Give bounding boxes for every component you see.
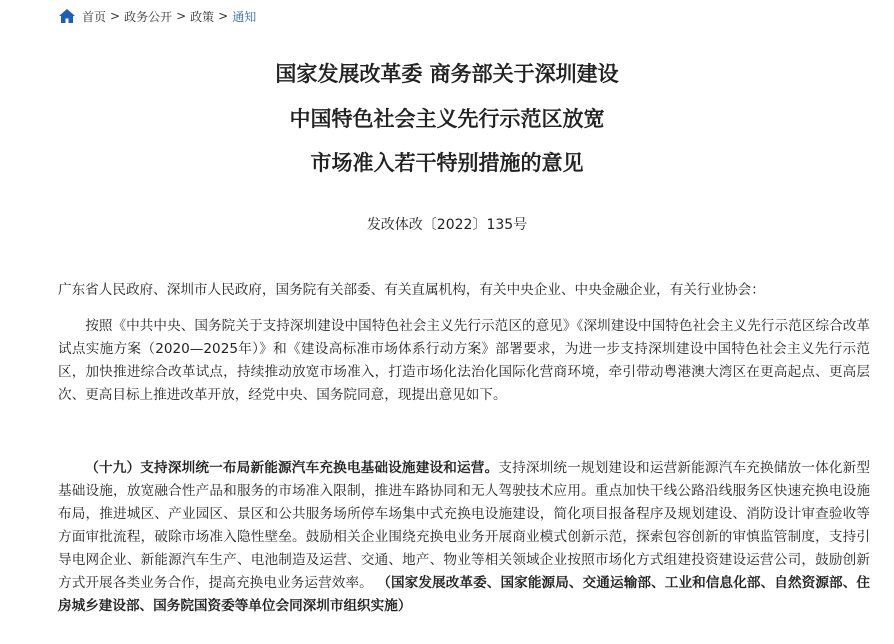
document-title-line-3: 市场准入若干特别措施的意见 bbox=[310, 151, 584, 175]
breadcrumb-separator: > bbox=[218, 9, 229, 23]
document-title-line-1: 国家发展改革委 商务部关于深圳建设 bbox=[275, 62, 619, 86]
breadcrumb bbox=[58, 6, 256, 26]
breadcrumb-current-link[interactable]: 通知 bbox=[232, 9, 257, 24]
breadcrumb-level2-link[interactable]: 政策 bbox=[190, 9, 215, 24]
home-icon[interactable] bbox=[58, 8, 76, 24]
breadcrumb-separator: > bbox=[176, 9, 187, 23]
section-19-responsible: （国家发展改革委、国家能源局、交通运输部、工业和信息化部、自然资源部、住房城乡建设部、国务院国资委等单位会同深圳市组织实施） bbox=[58, 575, 870, 614]
document-number: 发改体改〔2022〕135号 bbox=[366, 217, 528, 233]
breadcrumb-level1-link[interactable]: 政务公开 bbox=[124, 9, 173, 24]
document-title-line-2: 中国特色社会主义先行示范区放宽 bbox=[289, 107, 605, 131]
recipients-paragraph: 广东省人民政府、深圳市人民政府，国务院有关部委、有关直属机构，有关中央企业、中央金融企业，有关行业协会： bbox=[58, 282, 765, 298]
section-19-body: 支持深圳统一规划建设和运营新能源汽车充换储放一体化新型基础设施，放宽融合性产品和服务的市场准入限制，推进车路协同和无人驾驶技术应用。重点加快干线公路沿线服务区快速充换电设施布局，推进城区、产业园区、景区和公共服务场所停车场集中式充换电设施建设，简化项目报备程序及规划建设、消防设计审查验收等方面审批流程，破除市场准入隐性壁垒。鼓励相关企业围绕充换电业务开展商业模式创新示范，探索包容创新的审慎监管制度，支持引导电网企业、新能源汽车生产、电池制造及运营、交通、地产、物业等相关领域企业按照市场化方式组建投资建设运营公司，鼓励创新方式开展各类业务合作，提高充换电业务运营效率。 bbox=[58, 460, 871, 591]
intro-paragraph: 按照《中共中央、国务院关于支持深圳建设中国特色社会主义先行示范区的意见》《深圳建设中国特色社会主义先行示范区综合改革试点实施方案（2020—2025年）》和《建设高标准市场体系行动方案》部署要求，为进一步支持深圳建设中国特色社会主义先行示范区，加快推进综合改革试点，持续推动放宽市场准入，打造市场化法治化国际化营商环境，牵引带动粤港澳大湾区在更高起点、更高层次、更高目标上推进改革开放，经党中央、国务院同意，现提出意见如下。 bbox=[58, 318, 870, 403]
section-19-heading: （十九）支持深圳统一布局新能源汽车充换电基础设施建设和运营。 bbox=[85, 460, 499, 476]
breadcrumb-home-link[interactable]: 首页 bbox=[82, 9, 107, 24]
section-19-paragraph bbox=[58, 457, 870, 618]
breadcrumb-separator: > bbox=[110, 9, 121, 23]
